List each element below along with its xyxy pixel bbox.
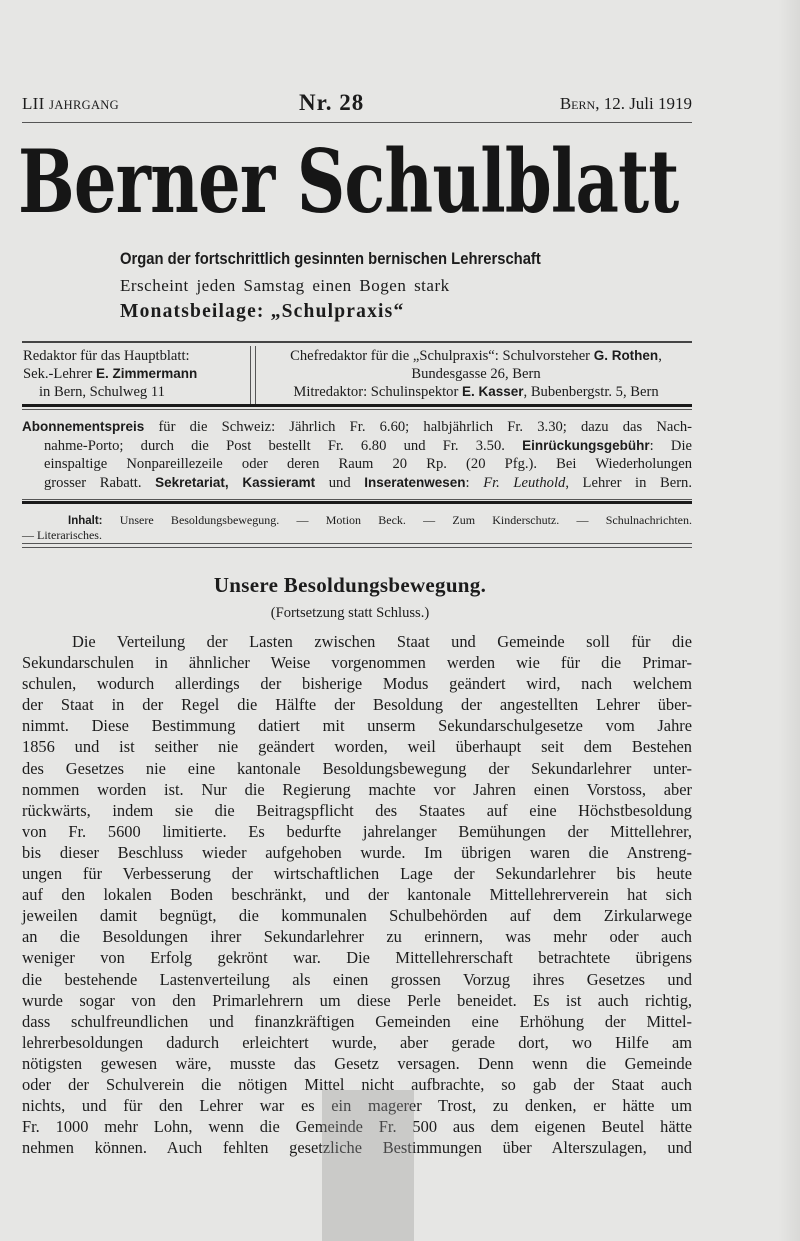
subtitle-organ: Organ der fortschrittlich gesinnten bernischen Lehrerschaft [120,249,541,268]
article-line: die bestehende Lastenverteilung als einen grossen Vorzug ihres Gesetzes und [22,969,692,989]
editors-bottom-rule-thin [22,409,692,410]
article-line: oder der Schulverein die nötigen Mittel nicht aufbrachte, so gab der Staat auch [22,1074,692,1094]
editors-divider [250,346,256,404]
contents-double-rule [22,543,692,548]
article-line: von Fr. 5600 limitierte. Es bedurfte jahrelanger Bemühungen der Mittellehrer, [22,821,692,841]
article-line: des Gesetzes nie eine kantonale Besoldungsbewegung der Sekundarlehrer unter- [22,758,692,778]
place-and-date: Bern, 12. Juli 1919 [559,94,692,113]
article-line: schulen, wodurch allerdings der bisherige Modus geändert wird, nach welchem [22,674,692,694]
article-line: nehmen können. Auch fehlten gesetzliche Bestimmungen über Alterszulagen, und [22,1138,692,1158]
subscription-line: nahme-Porto; durch die Post bestellt Fr. 6.80 und Fr. 3.50. Einrückungsgebühr: Die [44,437,692,454]
subtitle-supplement: Monatsbeilage: „Schulpraxis“ [120,301,405,322]
article-line: lehrerbesoldungen dadurch erleichtert wurde, aber gerade dort, wo Hilfe am [22,1032,692,1052]
article-body [22,631,692,1158]
article-line: jeweilen damit begnügt, die kommunalen Schulbehörden auf dem Zirkularwege [22,906,692,926]
subtitle-frequency: Erscheint jeden Samstag einen Bogen stark [120,276,450,295]
masthead-header-line [22,92,692,116]
article-subtitle: (Fortsetzung statt Schluss.) [270,605,430,621]
article-line: wurde sogar von den Primarlehrern um diese Perle beneidet. Es ist auch richtig, [22,990,692,1010]
main-editor-role: Redaktor für das Hauptblatt: [23,348,190,364]
chief-editor-line: Chefredaktor für die „Schulpraxis“: Schulvorsteher G. Rothen, [290,348,662,364]
article-line: weniger von Erfolg gekrönt war. Die Mittellehrerschaft betrachtete übrigens [22,948,692,968]
subscription-line: einspaltige Nonpareillezeile oder deren Raum 20 Rp. (20 Pfg.). Bei Wiederholungen [44,456,692,472]
article-line: auf den lokalen Boden beschränkt, und der kantonale Mittellehrerverein hat sich [22,885,692,905]
article-line: rückwärts, indem sie die Beitragspflicht des Staates auf eine Höchstbesoldung [22,800,692,820]
article-line: nötigsten gewesen wäre, musste das Gesetz versagen. Denn wenn die Gemeinde [22,1053,692,1073]
chief-editor-address: Bundesgasse 26, Bern [411,366,541,382]
issue-number: Nr. 28 [299,90,365,115]
editors-bottom-rule [22,404,692,407]
supplement-editor-info [260,347,692,401]
main-editor-address: in Bern, Schulweg 11 [39,384,165,400]
article-line: nichts, und für den Lehrer war es ein magerer Trost, zu denken, er hätte um [22,1096,692,1116]
article-line: der Staat in der Regel die Hälfte der Besoldung der angestellten Lehrer über- [22,695,692,715]
newspaper-title: Berner Schulblatt [18,131,679,234]
scan-shadow [322,1090,414,1241]
subscription-rule-thick [22,501,692,504]
table-of-contents [22,513,692,542]
subscription-line: Abonnementspreis für die Schweiz: Jährlich Fr. 6.60; halbjährlich Fr. 3.30; dazu das Nach- [22,419,692,435]
article-line: 1856 und ist seither nie geändert worden, weil überhaupt seit dem Bestehen [22,737,692,757]
subscription-line: grosser Rabatt. Sekretariat, Kassieramt und Inseratenwesen: Fr. Leuthold, Lehrer in Bern. [44,474,693,491]
main-editor-info [22,347,249,401]
page-edge-shadow [778,0,800,1241]
article-line: nommen worden ist. Nur die Regierung machte vor Jahren einen Vorstoss, aber [22,779,692,799]
subscription-rule-thin [22,499,692,500]
contents-line: Inhalt: Unsere Besoldungsbewegung. — Motion Beck. — Zum Kinderschutz. — Schulnachrichten. [68,513,692,527]
article-line: ungen für Verbesserung der wirtschaftlichen Lage der Sekundarlehrer bis heute [22,864,692,884]
article-line: Sekundarschulen in ähnlicher Weise vorgenommen werden wie für die Primar- [22,653,692,673]
editors-box [22,341,692,405]
co-editor-line: Mitredaktor: Schulinspektor E. Kasser, Bubenbergstr. 5, Bern [293,384,659,400]
volume-label: LII JAHRGANG [22,94,119,113]
article-line: nimmt. Diese Bestimmung datiert mit unserm Sekundarschulgesetze vom Jahre [22,716,692,736]
subscription-info [22,418,692,492]
main-editor-name-line: Sek.-Lehrer E. Zimmermann [23,366,198,382]
article-line: an die Besoldungen ihrer Sekundarlehrer zu erinnern, was mehr oder auch [22,927,692,947]
article-line: Fr. 1000 mehr Lohn, wenn die Gemeinde Fr. 500 aus dem eigenen Beutel hätte [22,1117,692,1137]
header-rule [22,122,692,123]
contents-line: — Literarisches. [22,528,102,542]
article-line: dass schulfreundlichen und finanzkräftigen Gemeinden eine Erhöhung der Mittel- [22,1011,692,1031]
article-line: Die Verteilung der Lasten zwischen Staat und Gemeinde soll für die [72,632,692,651]
article-title: Unsere Besoldungsbewegung. [213,573,487,597]
article-line: bis dieser Beschluss wieder aufgehoben wurde. Im übrigen waren die Anstreng- [22,842,692,862]
